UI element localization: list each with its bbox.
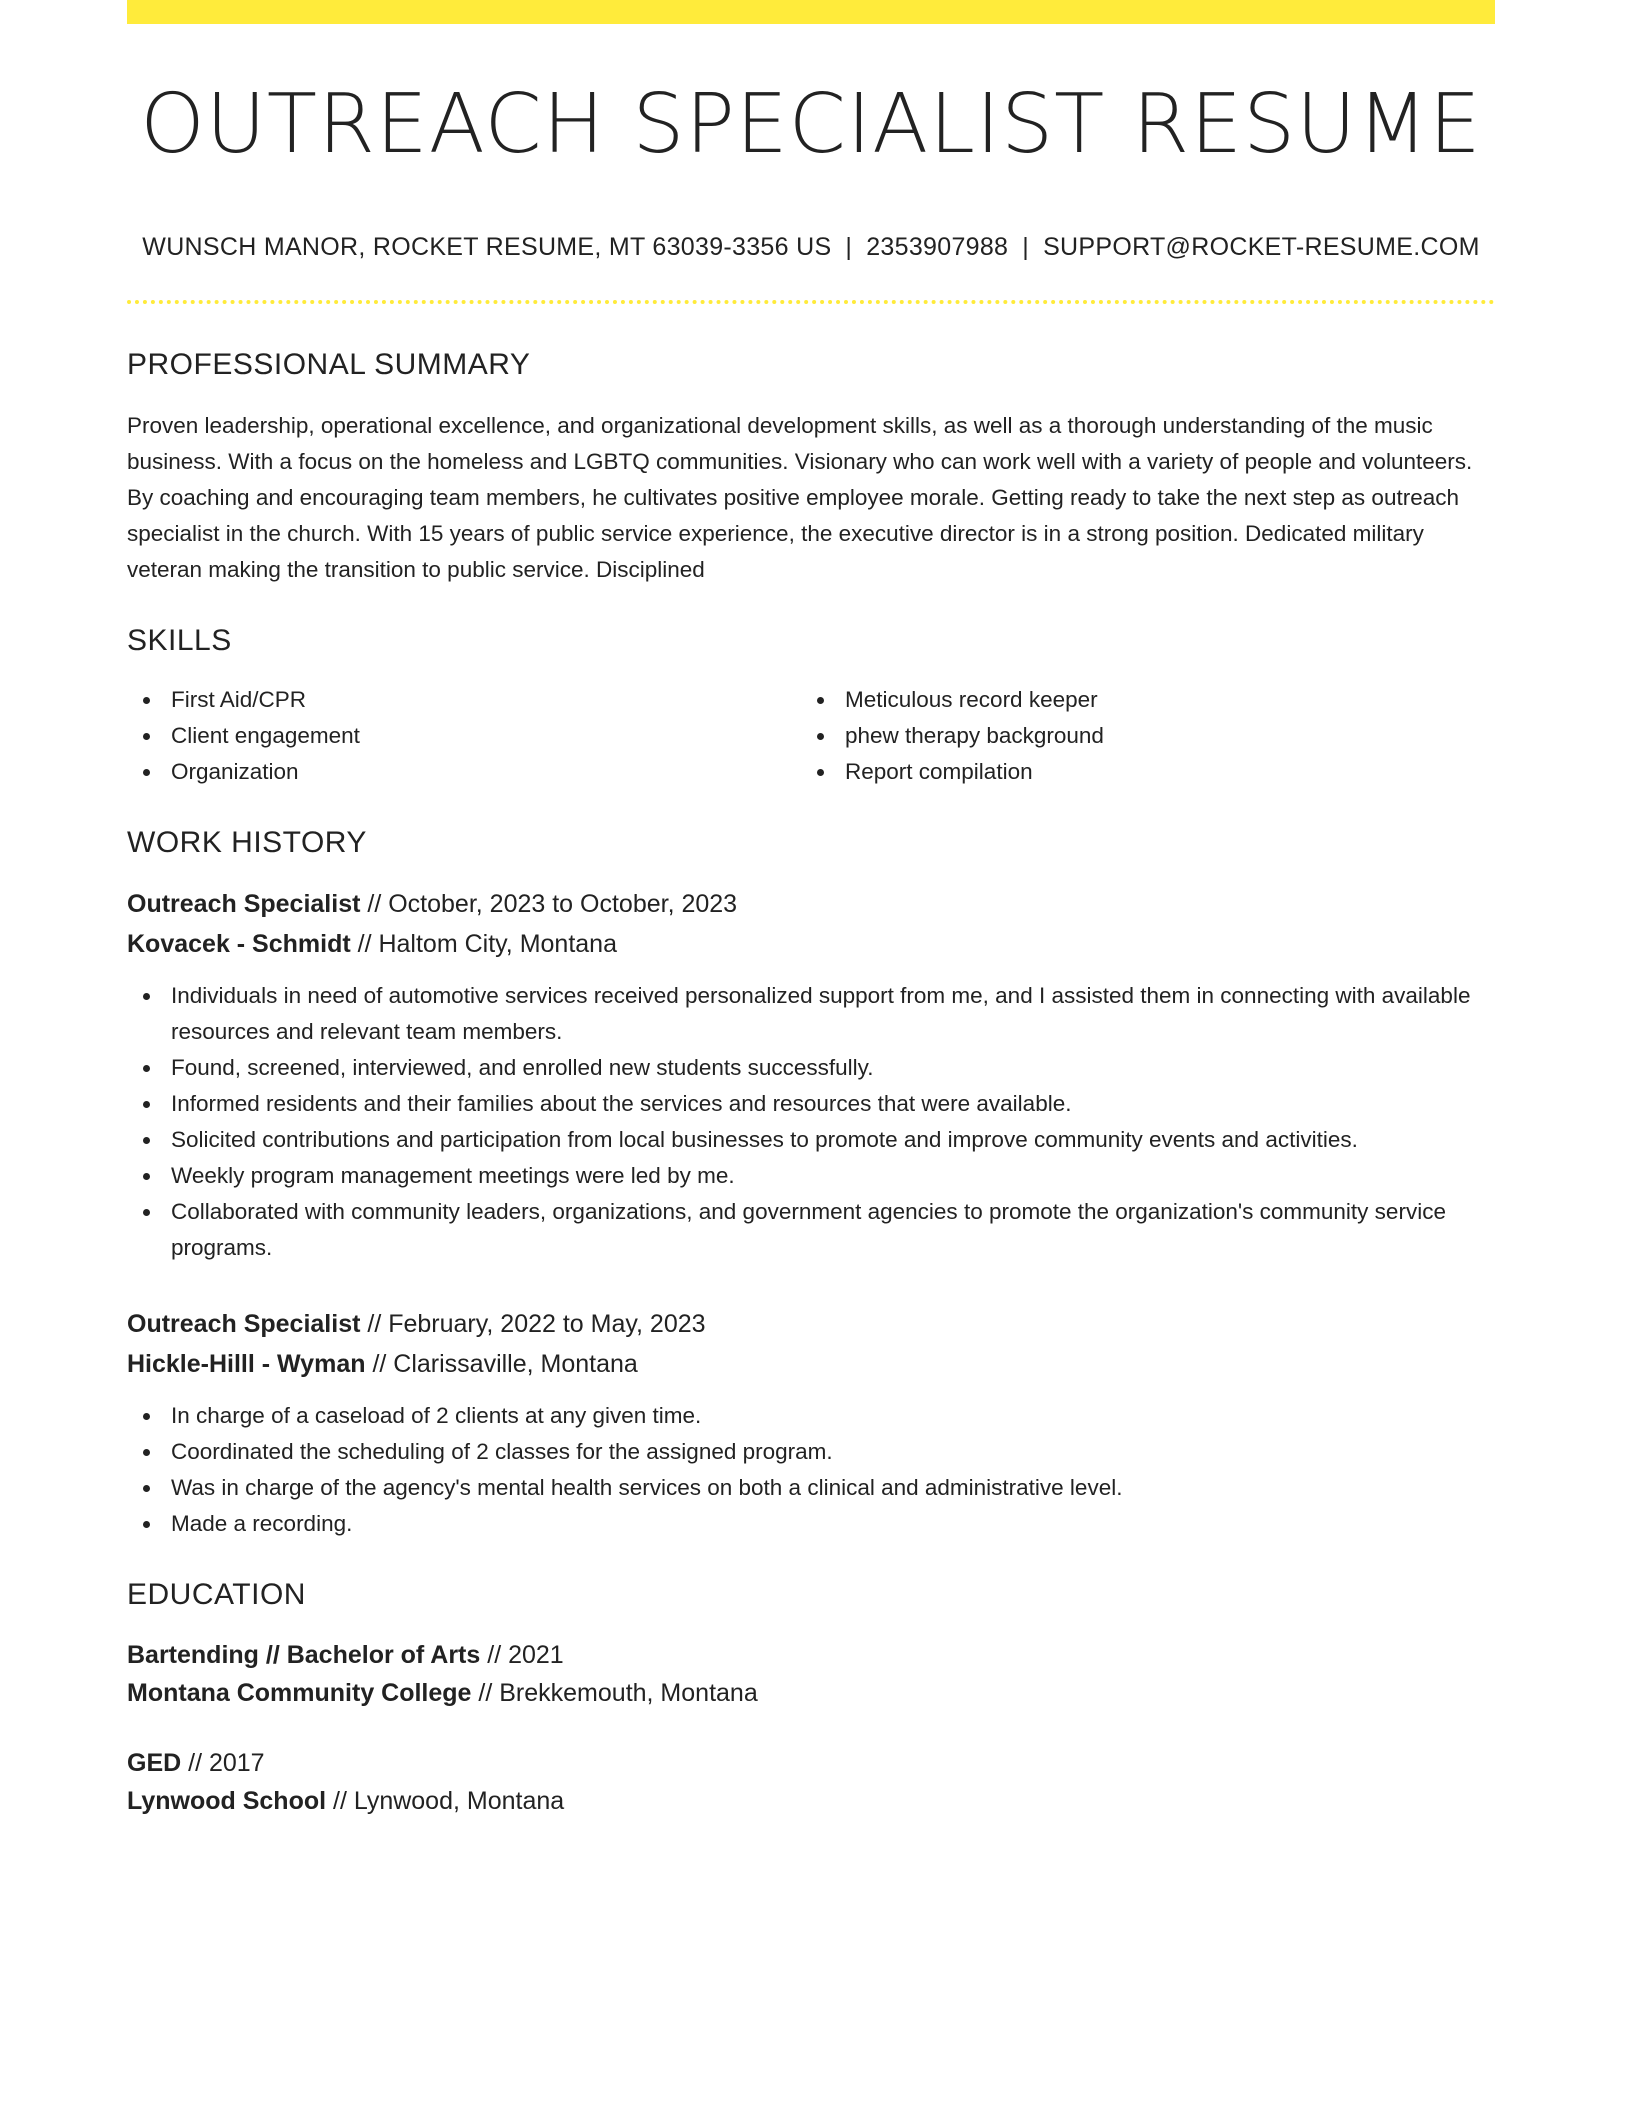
education-degree: GED	[127, 1749, 182, 1777]
work-heading: WORK HISTORY	[127, 826, 367, 859]
job-location: // Haltom City, Montana	[350, 930, 617, 958]
job-dates: // February, 2022 to May, 2023	[360, 1310, 706, 1338]
resume-title: OUTREACH SPECIALIST RESUME	[140, 77, 1482, 172]
job-bullet: Weekly program management meetings were led by me.	[127, 1158, 1495, 1194]
job-bullet: Was in charge of the agency's mental health services on both a clinical and administrative level.	[127, 1470, 1495, 1506]
education-degree-line	[127, 1636, 1495, 1674]
job-bullets	[127, 978, 1495, 1266]
education-location: // Brekkemouth, Montana	[471, 1679, 758, 1707]
skills-column-left	[127, 682, 801, 790]
job-title: Outreach Specialist	[127, 890, 361, 918]
job-title-line	[127, 884, 1495, 924]
job-bullet: Informed residents and their families about the services and resources that were available.	[127, 1086, 1495, 1122]
job-location: // Clarissaville, Montana	[365, 1350, 638, 1378]
education-heading: EDUCATION	[127, 1578, 306, 1611]
contact-separator: |	[1022, 233, 1030, 261]
job-bullet: Solicited contributions and participation from local businesses to promote and improve community events and activities.	[127, 1122, 1495, 1158]
education-school-line	[127, 1674, 1495, 1712]
education-year: // 2021	[480, 1641, 564, 1669]
skill-item: Organization	[127, 754, 801, 790]
contact-email: SUPPORT@ROCKET-RESUME.COM	[1043, 233, 1480, 261]
contact-address: WUNSCH MANOR, ROCKET RESUME, MT 63039-3356 US	[142, 233, 832, 261]
job-entry	[127, 1304, 1495, 1542]
skill-item: phew therapy background	[801, 718, 1475, 754]
education-degree-line	[127, 1744, 1495, 1782]
job-title-line	[127, 1304, 1495, 1344]
education-school: Lynwood School	[127, 1787, 327, 1815]
skill-item: Report compilation	[801, 754, 1475, 790]
accent-bar	[127, 0, 1495, 24]
job-bullet: Individuals in need of automotive services received personalized support from me, and I assisted them in connecting with available resources and relevant team members.	[127, 978, 1495, 1050]
skills-heading: SKILLS	[127, 624, 232, 657]
job-company: Hickle-Hilll - Wyman	[127, 1350, 366, 1378]
job-company-line	[127, 1344, 1495, 1384]
skill-item: Client engagement	[127, 718, 801, 754]
education-school-line	[127, 1782, 1495, 1820]
job-bullet: Coordinated the scheduling of 2 classes for the assigned program.	[127, 1434, 1495, 1470]
education-entry	[127, 1636, 1495, 1712]
job-bullets	[127, 1398, 1495, 1542]
job-company-line	[127, 924, 1495, 964]
education-degree: Bartending // Bachelor of Arts	[127, 1641, 481, 1669]
job-bullet: Found, screened, interviewed, and enrolled new students successfully.	[127, 1050, 1495, 1086]
job-bullet: In charge of a caseload of 2 clients at any given time.	[127, 1398, 1495, 1434]
contact-phone: 2353907988	[866, 233, 1009, 261]
job-bullet: Made a recording.	[127, 1506, 1495, 1542]
skill-item: First Aid/CPR	[127, 682, 801, 718]
education-location: // Lynwood, Montana	[326, 1787, 565, 1815]
job-entry	[127, 884, 1495, 1266]
summary-text: Proven leadership, operational excellence, and organizational development skills, as well as a thorough understanding of the music business. With a focus on the homeless and LGBTQ communities. Visionary who can work well with a variety of people and volunteers. By coaching and encouraging team members, he cultivates positive employee morale. Getting ready to take the next step as outreach specialist in the church. With 15 years of public service experience, the executive director is in a strong position. Dedicated military veteran making the transition to public service. Disciplined	[127, 413, 1473, 582]
job-bullet: Collaborated with community leaders, organizations, and government agencies to promote the organization's community service programs.	[127, 1194, 1495, 1266]
resume-page	[127, 0, 1495, 2112]
education-entry	[127, 1744, 1495, 1820]
job-dates: // October, 2023 to October, 2023	[360, 890, 738, 918]
contact-separator: |	[845, 233, 853, 261]
skills-column-right	[801, 682, 1475, 790]
job-title: Outreach Specialist	[127, 1310, 361, 1338]
dotted-divider	[127, 300, 1495, 304]
education-year: // 2017	[181, 1749, 265, 1777]
education-school: Montana Community College	[127, 1679, 472, 1707]
skills-list	[127, 682, 1495, 790]
contact-line	[127, 233, 1495, 262]
job-company: Kovacek - Schmidt	[127, 930, 351, 958]
skill-item: Meticulous record keeper	[801, 682, 1475, 718]
summary-heading: PROFESSIONAL SUMMARY	[127, 348, 531, 381]
